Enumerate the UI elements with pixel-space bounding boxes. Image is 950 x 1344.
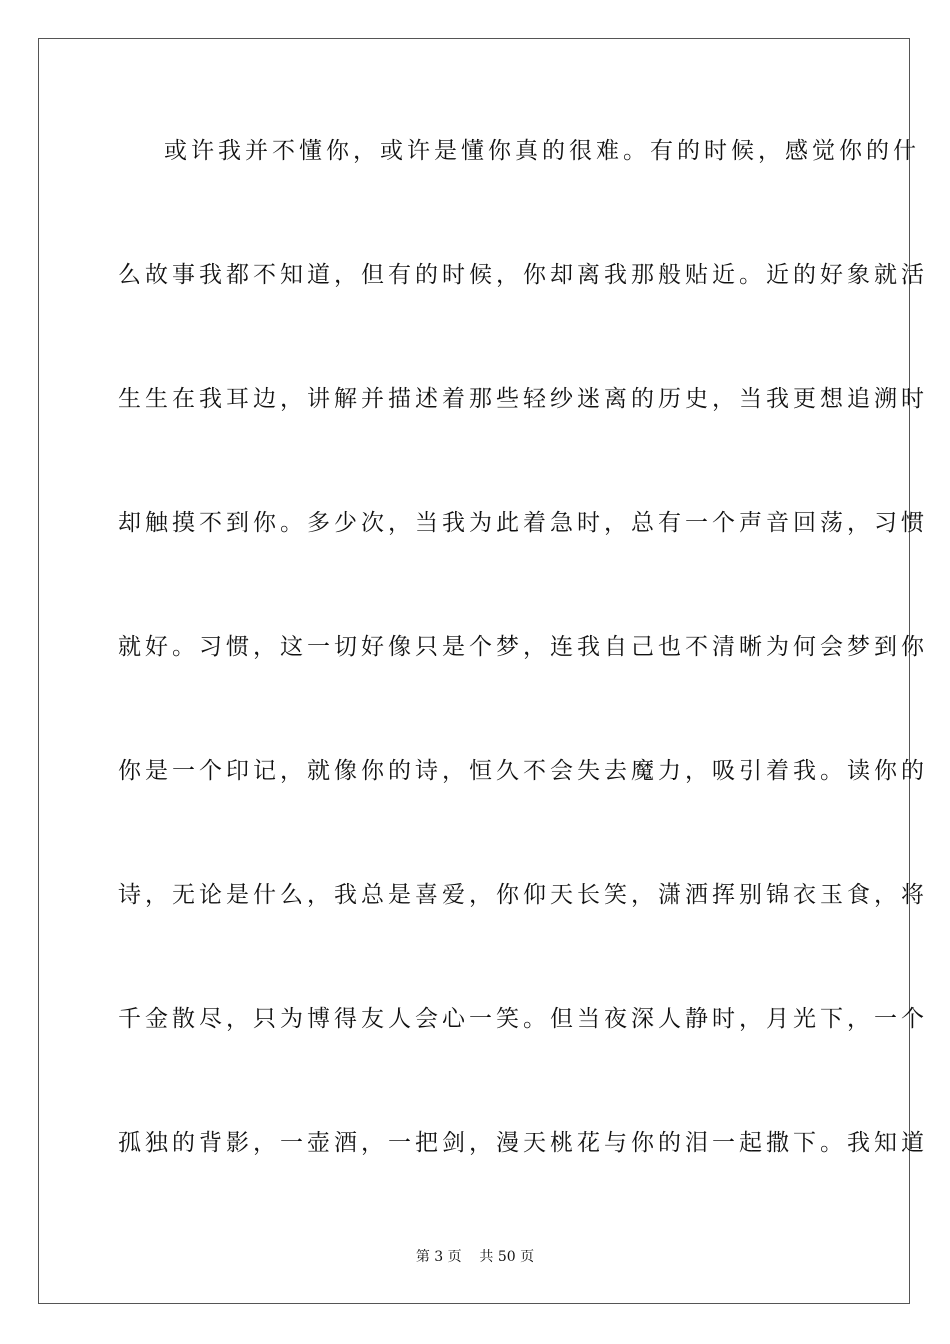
text-line: 千金散尽，只为博得友人会心一笑。但当夜深人静时，月光下，一个 (118, 1006, 928, 1032)
text-line: 么故事我都不知道，但有的时候，你却离我那般贴近。近的好象就活 (118, 262, 928, 288)
text-line: 诗，无论是什么，我总是喜爱，你仰天长笑，潇洒挥别锦衣玉食，将 (118, 882, 928, 908)
text-line: 生生在我耳边，讲解并描述着那些轻纱迷离的历史，当我更想追溯时 (118, 386, 928, 412)
page-border (38, 38, 928, 1304)
text-line: 却触摸不到你。多少次，当我为此着急时，总有一个声音回荡，习惯 (118, 510, 928, 536)
text-line: 你是一个印记，就像你的诗，恒久不会失去魔力，吸引着我。读你的 (118, 758, 928, 784)
text-line: 孤独的背影，一壶酒，一把剑，漫天桃花与你的泪一起撒下。我知道 (118, 1130, 928, 1156)
text-line: 就好。习惯，这一切好像只是个梦，连我自己也不清晰为何会梦到你 (118, 634, 928, 660)
text-line: 或许我并不懂你，或许是懂你真的很难。有的时候，感觉你的什 (164, 138, 920, 164)
page-number-footer: 第 3 页 共 50 页 (415, 1249, 535, 1265)
